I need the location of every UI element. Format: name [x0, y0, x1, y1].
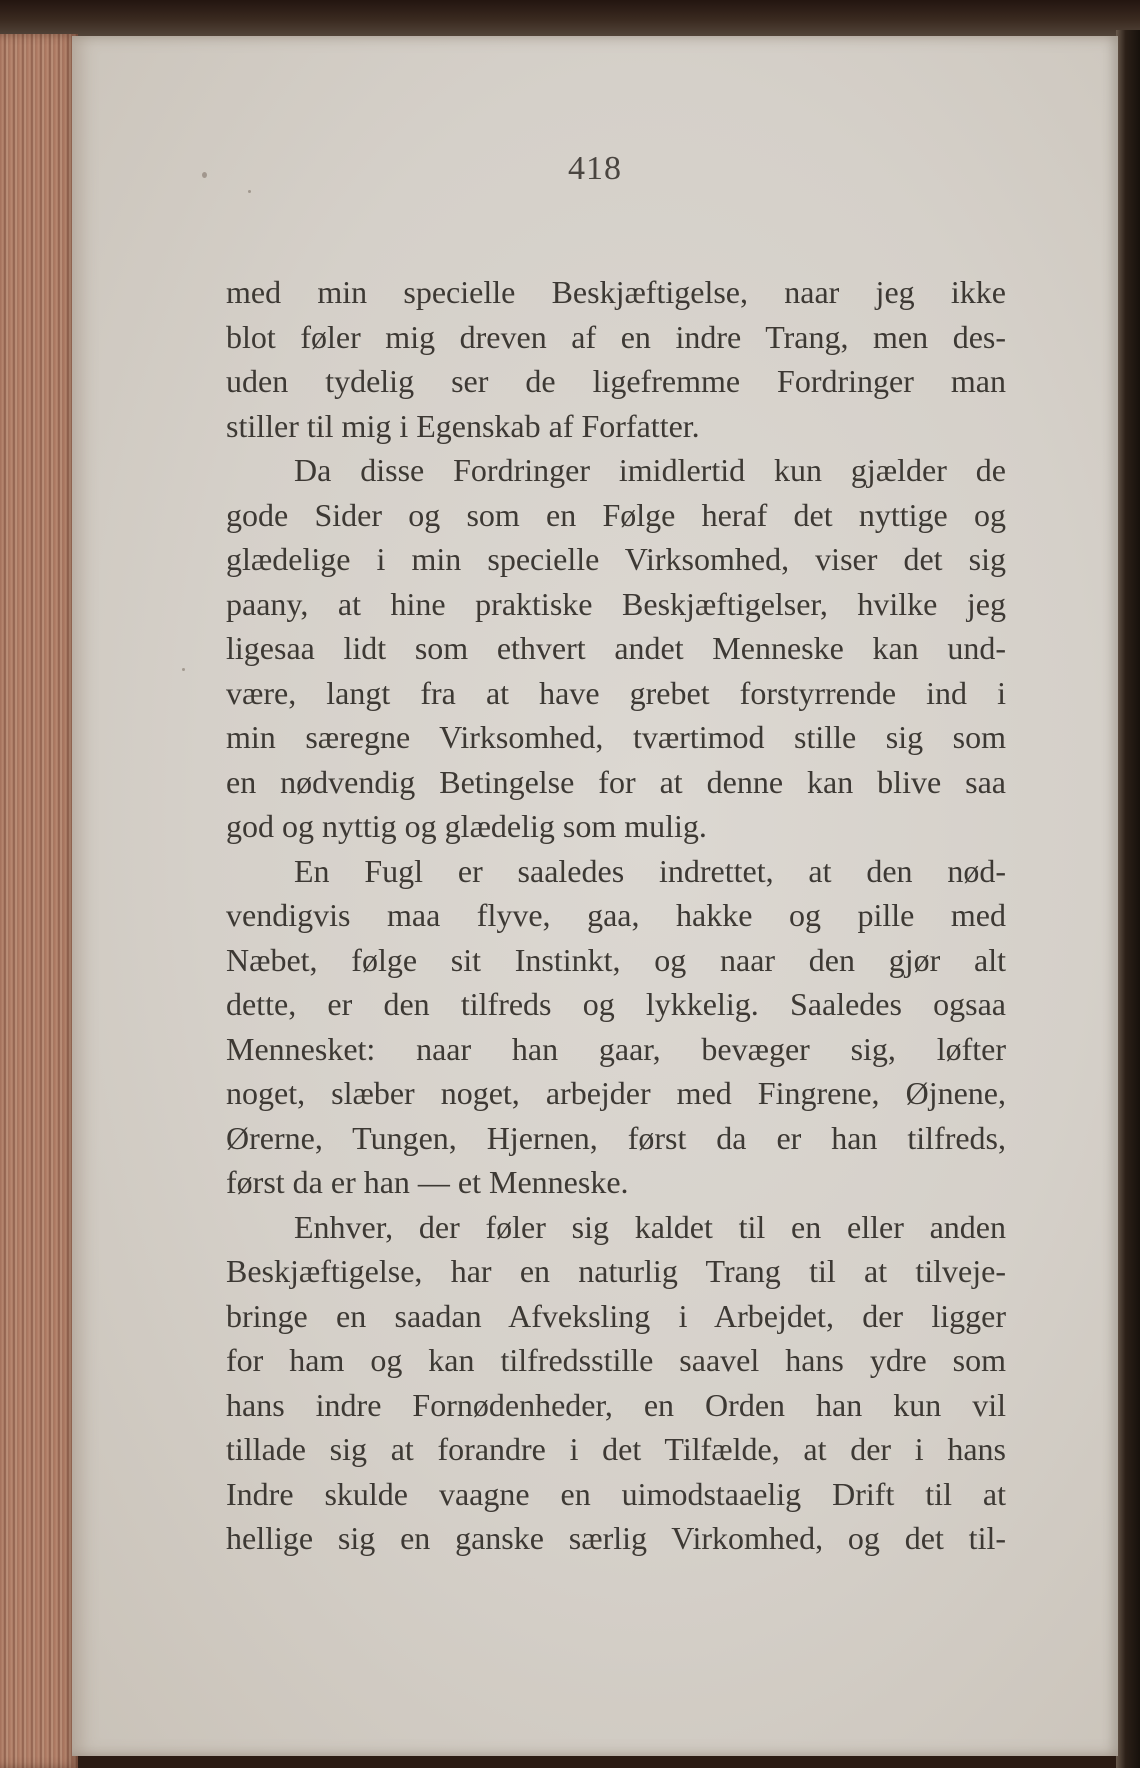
- text-line: blot føler mig dreven af en indre Trang, men des-: [226, 318, 1006, 355]
- text-line: paany, at hine praktiske Beskjæftigelser, hvilke jeg: [226, 585, 1006, 622]
- text-line: noget, slæber noget, arbejder med Fingrene, Øjnene,: [226, 1075, 1006, 1111]
- text-line: dette, er den tilfreds og lykkelig. Saaledes ogsaa: [226, 986, 1006, 1022]
- text-line: min særegne Virksomhed, tværtimod stille sig som: [226, 719, 1006, 755]
- text-line: Ørerne, Tungen, Hjernen, først da er han tilfreds,: [226, 1119, 1006, 1156]
- text-line: uden tydelig ser de ligefremme Fordringer man: [226, 363, 1006, 399]
- text-line: Næbet, følge sit Instinkt, og naar den gjør alt: [226, 941, 1006, 978]
- text-line: Indre skulde vaagne en uimodstaaelig Drift til at: [226, 1475, 1006, 1512]
- text-line: Enhver, der føler sig kaldet til en eller anden: [294, 1208, 1006, 1245]
- paper-speck: [248, 190, 251, 193]
- text-line: Da disse Fordringer imidlertid kun gjælder de: [294, 452, 1006, 488]
- text-line: hellige sig en ganske særlig Virkomhed, og det til-: [226, 1520, 1006, 1556]
- text-line: stiller til mig i Egenskab af Forfatter.: [226, 407, 700, 444]
- text-line: være, langt fra at have grebet forstyrrende ind i: [226, 674, 1006, 711]
- text-line: Beskjæftigelse, har en naturlig Trang til at tilveje-: [226, 1253, 1006, 1289]
- text-line: Mennesket: naar han gaar, bevæger sig, løfter: [226, 1030, 1006, 1067]
- book-page: [72, 36, 1118, 1756]
- page-number: 418: [568, 150, 622, 187]
- book-page-edges: [0, 34, 78, 1768]
- text-line: gode Sider og som en Følge heraf det nyttige og: [226, 496, 1006, 533]
- text-line: en nødvendig Betingelse for at denne kan blive saa: [226, 763, 1006, 800]
- text-line: vendigvis maa flyve, gaa, hakke og pille med: [226, 897, 1006, 933]
- text-line: tillade sig at forandre i det Tilfælde, at der i hans: [226, 1431, 1006, 1467]
- paper-speck: [182, 668, 185, 671]
- text-line: med min specielle Beskjæftigelse, naar jeg ikke: [226, 274, 1006, 310]
- book-spine-shadow: [1116, 30, 1140, 1768]
- text-line: En Fugl er saaledes indrettet, at den nød-: [294, 852, 1006, 889]
- text-line: ligesaa lidt som ethvert andet Menneske kan und-: [226, 630, 1006, 666]
- text-line: bringe en saadan Afveksling i Arbejdet, der ligger: [226, 1297, 1006, 1334]
- book-top-edge: [0, 0, 1140, 36]
- text-line: god og nyttig og glædelig som mulig.: [226, 808, 707, 844]
- page-body-text: [226, 270, 1006, 1561]
- text-line: først da er han — et Menneske.: [226, 1164, 629, 1200]
- text-line: for ham og kan tilfredsstille saavel hans ydre som: [226, 1342, 1006, 1378]
- text-line: hans indre Fornødenheder, en Orden han kun vil: [226, 1386, 1006, 1423]
- text-line: glædelige i min specielle Virksomhed, viser det sig: [226, 541, 1006, 577]
